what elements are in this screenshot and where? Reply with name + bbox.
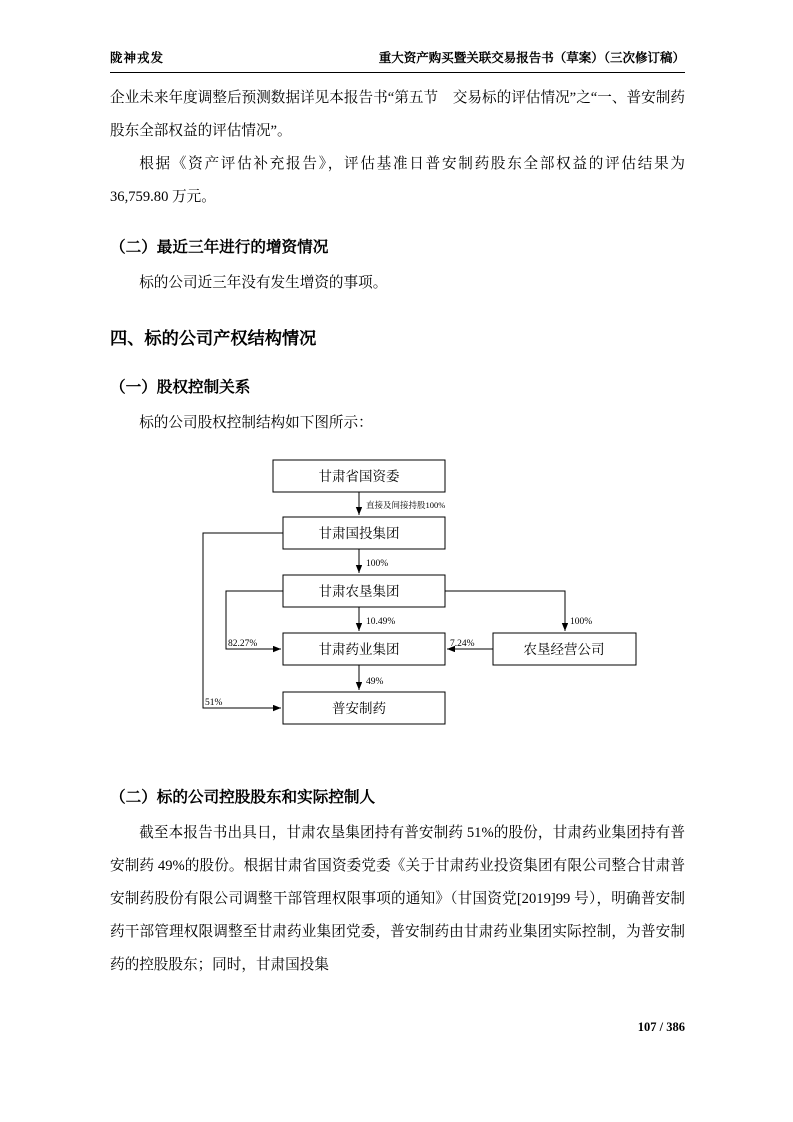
equity-structure-diagram [110,454,685,764]
svg-text:普安制药: 普安制药 [332,701,386,716]
heading-property-structure: 四、标的公司产权结构情况 [110,328,317,348]
svg-text:7.24%: 7.24% [450,639,475,649]
svg-text:100%: 100% [570,617,593,627]
page-content [110,48,685,982]
svg-text:82.27%: 82.27% [228,639,258,649]
svg-text:直接及间接持股100%: 直接及间接持股100% [366,500,446,510]
page-header [110,48,685,70]
paragraph-valuation-result: 根据《资产评估补充报告》，评估基准日普安制药股东全部权益的评估结果为 36,759.80 万元。 [110,156,685,205]
header-company-name: 陇神戎发 [110,51,165,65]
paragraph-controlling-shareholder-detail: 截至本报告书出具日，甘肃农垦集团持有普安制药 51%的股份，甘肃药业集团持有普安制药 49%的股份。根据甘肃省国资委党委《关于甘肃药业投资集团有限公司整合甘肃普安制药股份有限公司调整干部管理权限事项的通知》（甘国资党[2019]99 号），明确普安制药干部管理权限调整至甘肃药业集团党委，普安制药由甘肃药业集团实际控制，为普安制药的控股股东；同时，甘肃国投集 [110,825,685,973]
heading-equity-control: （一）股权控制关系 [110,379,251,396]
page-number: 107 / 386 [637,1020,685,1034]
svg-text:农垦经营公司: 农垦经营公司 [523,642,605,657]
paragraph-no-capital-increase: 标的公司近三年没有发生增资的事项。 [139,275,388,291]
svg-text:甘肃农垦集团: 甘肃农垦集团 [318,584,400,599]
svg-text:49%: 49% [366,677,384,687]
svg-text:甘肃省国资委: 甘肃省国资委 [318,469,400,484]
header-document-title: 重大资产购买暨关联交易报告书（草案）（三次修订稿） [378,51,685,65]
heading-capital-increase: （二）最近三年进行的增资情况 [110,239,329,256]
paragraph-structure-chart-intro: 标的公司股权控制结构如下图所示： [139,415,373,431]
svg-text:100%: 100% [366,559,389,569]
svg-text:51%: 51% [205,698,223,708]
svg-text:10.49%: 10.49% [366,617,396,627]
paragraph-forecast-reference: 企业未来年度调整后预测数据详见本报告书“第五节 交易标的评估情况”之“一、普安制药股东全部权益的评估情况”。 [110,90,685,139]
svg-text:甘肃国投集团: 甘肃国投集团 [318,526,400,541]
svg-text:甘肃药业集团: 甘肃药业集团 [318,642,400,657]
heading-controlling-shareholder: （二）标的公司控股股东和实际控制人 [110,789,376,806]
header-divider [110,72,685,73]
